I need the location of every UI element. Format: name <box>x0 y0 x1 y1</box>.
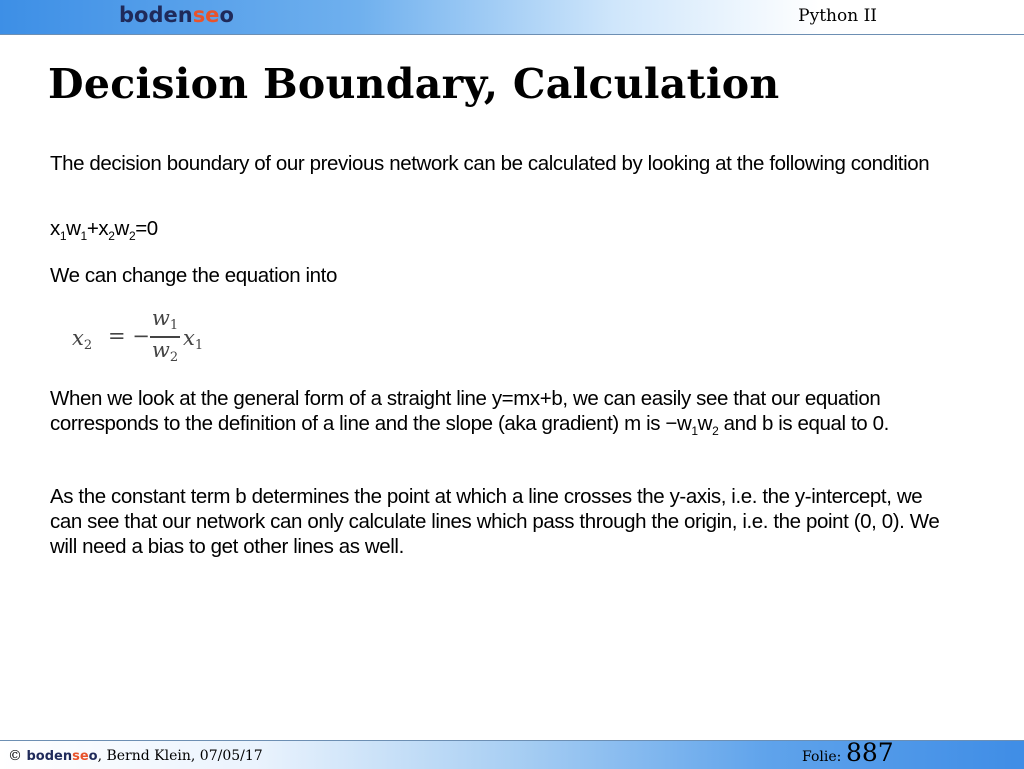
bias-paragraph: As the constant term b determines the point at which a line crosses the y-axis, i.e. the y-intercept, we can see that our network can only calculate lines which pass through the origin, i.e. the point (0, 0). We will need a bias to get other lines as well. <box>50 485 940 558</box>
intro-paragraph: The decision boundary of our previous network can be calculated by looking at the following condition <box>50 152 930 175</box>
bodenseo-logo <box>119 3 234 27</box>
fraction-denominator: $w_2$ <box>151 338 179 365</box>
formula-lhs: $x_2$ <box>72 326 93 353</box>
change-equation-text: We can change the equation into <box>50 264 337 287</box>
formula-operator: = − <box>108 324 150 348</box>
slide-title: Decision Boundary, Calculation <box>48 60 780 108</box>
fraction-numerator: $w_1$ <box>151 306 179 333</box>
slide-footer <box>0 740 1024 769</box>
logo-text-part3: o <box>219 3 234 27</box>
logo-text-part2: se <box>192 3 220 27</box>
logo-text-part1: boden <box>119 3 193 27</box>
page-number: 887 <box>846 738 894 767</box>
formula-rhs: $x_1$ <box>183 326 204 353</box>
condition-equation: $x_1w_1+x_2w_2=0$ <box>50 217 158 243</box>
line-form-paragraph: When we look at the general form of a straight line y=mx+b, we can easily see that our equation corresponds to the definition of a line and the slope (aka gradient) m is $-w_1w_2$ and b is equal to 0. <box>50 387 889 438</box>
slide-header <box>0 0 1024 35</box>
copyright-notice: © bodenseo, Bernd Klein, 07/05/17 <box>8 748 263 764</box>
course-title: Python II <box>798 6 877 26</box>
folie-label: Folie: <box>802 749 842 765</box>
